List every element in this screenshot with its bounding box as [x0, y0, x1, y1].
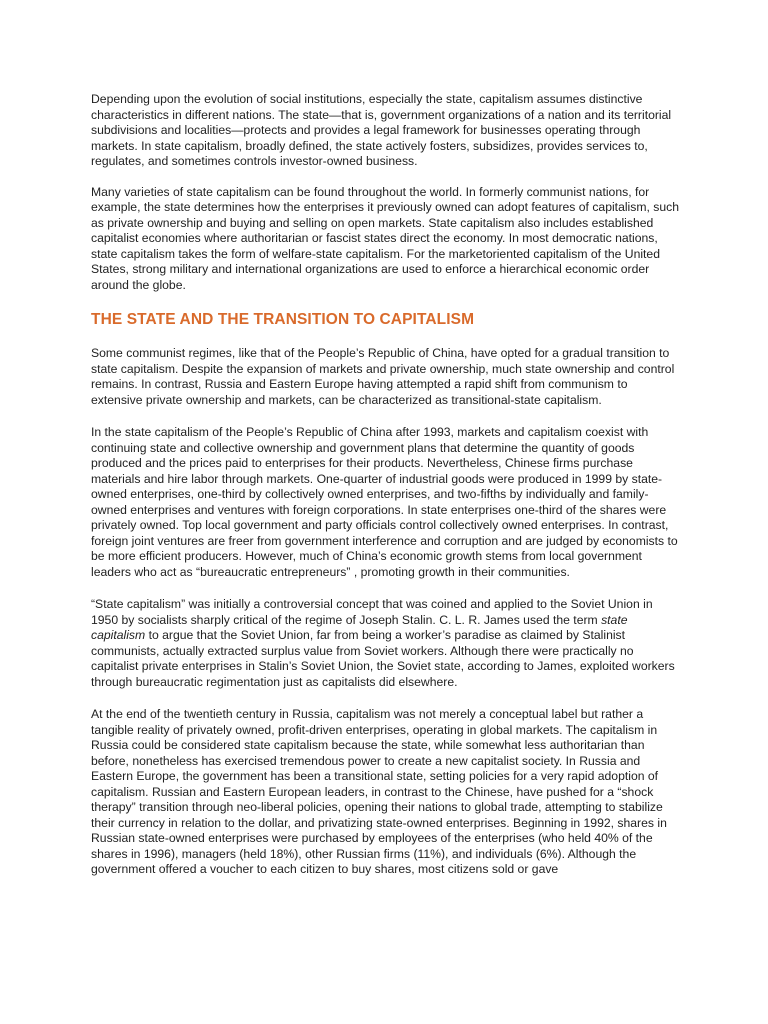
paragraph-transition: Some communist regimes, like that of the People’s Republic of China, have opted for a gradual transition to state capitalism. Despite the expansion of markets and private ownership, much state ownership and control remains. In contrast, Russia and Eastern Europe having attempted a rapid shift from communism to extensive private ownership and markets, can be characterized as transitional-state capitalism. [91, 346, 675, 407]
paragraph-china: In the state capitalism of the People’s Republic of China after 1993, markets and capitalism coexist with continuing state and collective ownership and government plans that determine the quantity of goods produced and the prices paid to enterprises for their products. Nevertheless, Chinese firms purchase materials and hire labor through markets. One-quarter of industrial goods were produced in 1999 by state-owned enterprises, one-third by collectively owned enterprises, and two-fifths by individually and family-owned enterprises and ventures with foreign corporations. In state enterprises one-third of the shares were privately owned. Top local government and party officials control collectively owned enterprises. In contrast, foreign joint ventures are freer from government interference and corruption and are judged by economists to be more efficient producers. However, much of China’s economic growth stems from local government leaders who act as “bureaucratic entrepreneurs” , promoting growth in their communities. [91, 425, 678, 579]
paragraph-intro: Depending upon the evolution of social institutions, especially the state, capitalism assumes distinctive characteristics in different nations. The state—that is, government organizations of a nation and its territorial subdivisions and localities—protects and provides a legal framework for businesses operating through markets. In state capitalism, broadly defined, the state actively fosters, subsidizes, provides services to, regulates, and sometimes controls investor-owned business. [91, 92, 672, 168]
document-page [91, 92, 681, 895]
paragraph-varieties: Many varieties of state capitalism can be found throughout the world. In formerly communist nations, for example, the state determines how the enterprises it previously owned can adopt features of capitalism, such as private ownership and buying and selling on open markets. State capitalism also includes established capitalist economies where authoritarian or fascist states direct the economy. In most democratic nations, state capitalism takes the form of welfare-state capitalism. For the marketoriented capitalism of the United States, strong military and international organizations are used to enforce a hierarchical economic order around the globe. [91, 184, 680, 292]
section-heading: THE STATE AND THE TRANSITION TO CAPITALISM [91, 311, 475, 328]
paragraph-text-part: “State capitalism” was initially a controversial concept that was coined and applied to the Soviet Union in 1950 by socialists sharply critical of the regime of Joseph Stalin. C. L. R. James used the term [91, 597, 653, 627]
italic-term: state capitalism [91, 612, 628, 642]
paragraph-text-part: to argue that the Soviet Union, far from being a worker’s paradise as claimed by Stalinist communists, actually extracted surplus value from Soviet workers. Although there were practically no capitalist private enterprises in Stalin’s Soviet Union, the Soviet state, according to James, exploited workers through bureaucratic regimentation just as capitalists did elsewhere. [91, 628, 675, 689]
paragraph-state-capitalism-origin [91, 597, 681, 690]
paragraph-russia: At the end of the twentieth century in Russia, capitalism was not merely a conceptual label but rather a tangible reality of privately owned, profit-driven enterprises, operating in global markets. The capitalism in Russia could be considered state capitalism because the state, while somewhat less authoritarian than before, nonetheless has exercised tremendous power to create a new capitalist society. In Russia and Eastern Europe, the government has been a transitional state, setting policies for a very rapid adoption of capitalism. Russian and Eastern European leaders, in contrast to the Chinese, have pushed for a “shock therapy” transition through neo-liberal policies, opening their nations to global trade, attempting to stabilize their currency in relation to the dollar, and privatizing state-owned enterprises. Beginning in 1992, shares in Russian state-owned enterprises were purchased by employees of the enterprises (who held 40% of the shares in 1996), managers (held 18%), other Russian firms (11%), and individuals (6%). Although the government offered a voucher to each citizen to buy shares, most citizens sold or gave [91, 707, 667, 876]
